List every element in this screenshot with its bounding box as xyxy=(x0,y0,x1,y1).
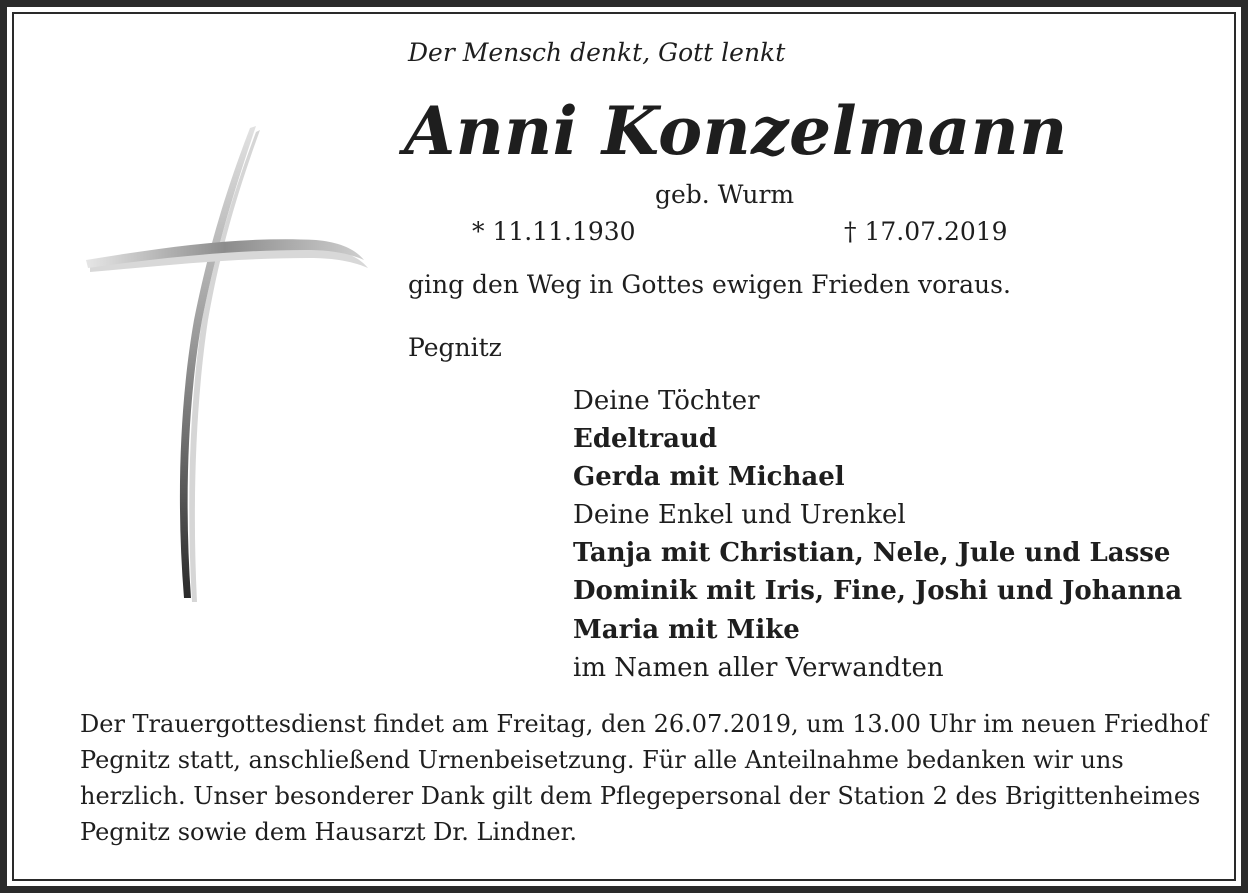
mourners-list xyxy=(573,382,1182,687)
passing-text: ging den Weg in Gottes ewigen Frieden voraus. xyxy=(408,270,1011,299)
cross-icon xyxy=(80,120,380,610)
list-item: Dominik mit Iris, Fine, Joshi und Johanna xyxy=(573,576,1183,607)
notice-line: Der Trauergottesdienst findet am Freitag, den 26.07.2019, um 13.00 Uhr im neuen Friedhof xyxy=(80,710,1208,738)
service-notice xyxy=(80,706,1208,850)
notice-line: herzlich. Unser besonderer Dank gilt dem Pflegepersonal der Station 2 des Brigittenheimes xyxy=(80,782,1201,810)
place: Pegnitz xyxy=(408,333,502,362)
deceased-name: Anni Konzelmann xyxy=(404,92,1068,170)
notice-line: Pegnitz sowie dem Hausarzt Dr. Lindner. xyxy=(80,818,578,846)
list-item: Gerda mit Michael xyxy=(573,462,845,493)
birth-date: * 11.11.1930 xyxy=(472,217,636,246)
motto: Der Mensch denkt, Gott lenkt xyxy=(408,38,786,67)
death-date: † 17.07.2019 xyxy=(844,217,1008,246)
list-item: Deine Töchter xyxy=(573,386,760,416)
list-item: Maria mit Mike xyxy=(573,614,800,645)
list-item: im Namen aller Verwandten xyxy=(573,652,944,683)
list-item: Deine Enkel und Urenkel xyxy=(573,500,906,531)
list-item: Tanja mit Christian, Nele, Jule und Lasse xyxy=(573,538,1171,569)
list-item: Edeltraud xyxy=(573,424,718,455)
notice-line: Pegnitz statt, anschließend Urnenbeisetzung. Für alle Anteilnahme bedanken wir uns xyxy=(80,746,1124,774)
maiden-name: geb. Wurm xyxy=(655,180,795,209)
